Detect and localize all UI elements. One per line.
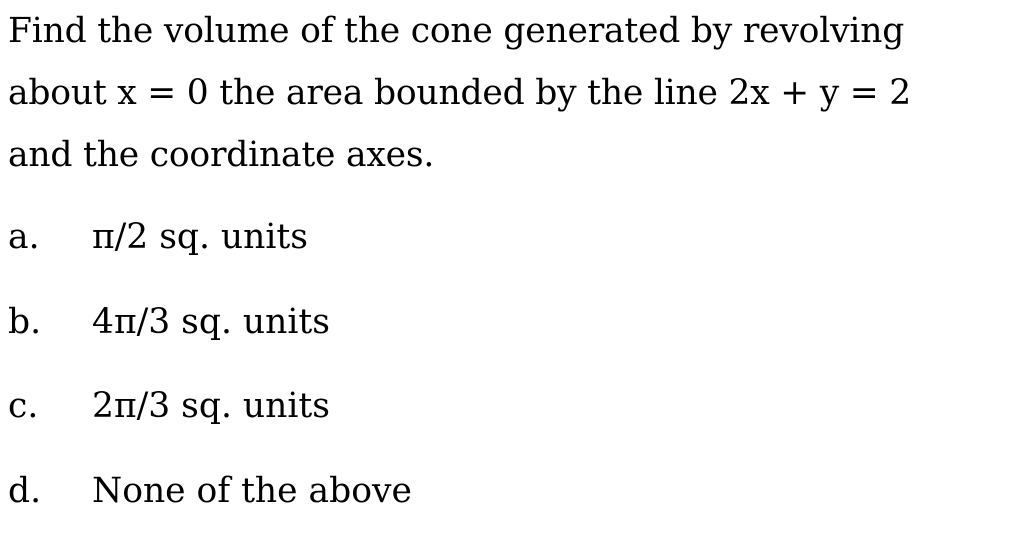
option-text: 2π/3 sq. units xyxy=(92,375,330,437)
option-text: π/2 sq. units xyxy=(92,206,308,268)
question-text xyxy=(8,0,1023,186)
option-d[interactable] xyxy=(8,460,1023,544)
question-line: and the coordinate axes. xyxy=(8,124,1023,186)
option-text: None of the above xyxy=(92,460,412,522)
option-letter: b. xyxy=(8,291,41,353)
option-letter: c. xyxy=(8,375,38,437)
option-letter: d. xyxy=(8,460,41,522)
option-c[interactable] xyxy=(8,375,1023,460)
option-text: 4π/3 sq. units xyxy=(92,291,330,353)
answer-options xyxy=(8,206,1023,544)
question-line: about x = 0 the area bounded by the line 2x + y = 2 xyxy=(8,62,1023,124)
option-letter: a. xyxy=(8,206,40,268)
question-line: Find the volume of the cone generated by revolving xyxy=(8,0,1023,62)
option-a[interactable] xyxy=(8,206,1023,291)
option-b[interactable] xyxy=(8,291,1023,376)
